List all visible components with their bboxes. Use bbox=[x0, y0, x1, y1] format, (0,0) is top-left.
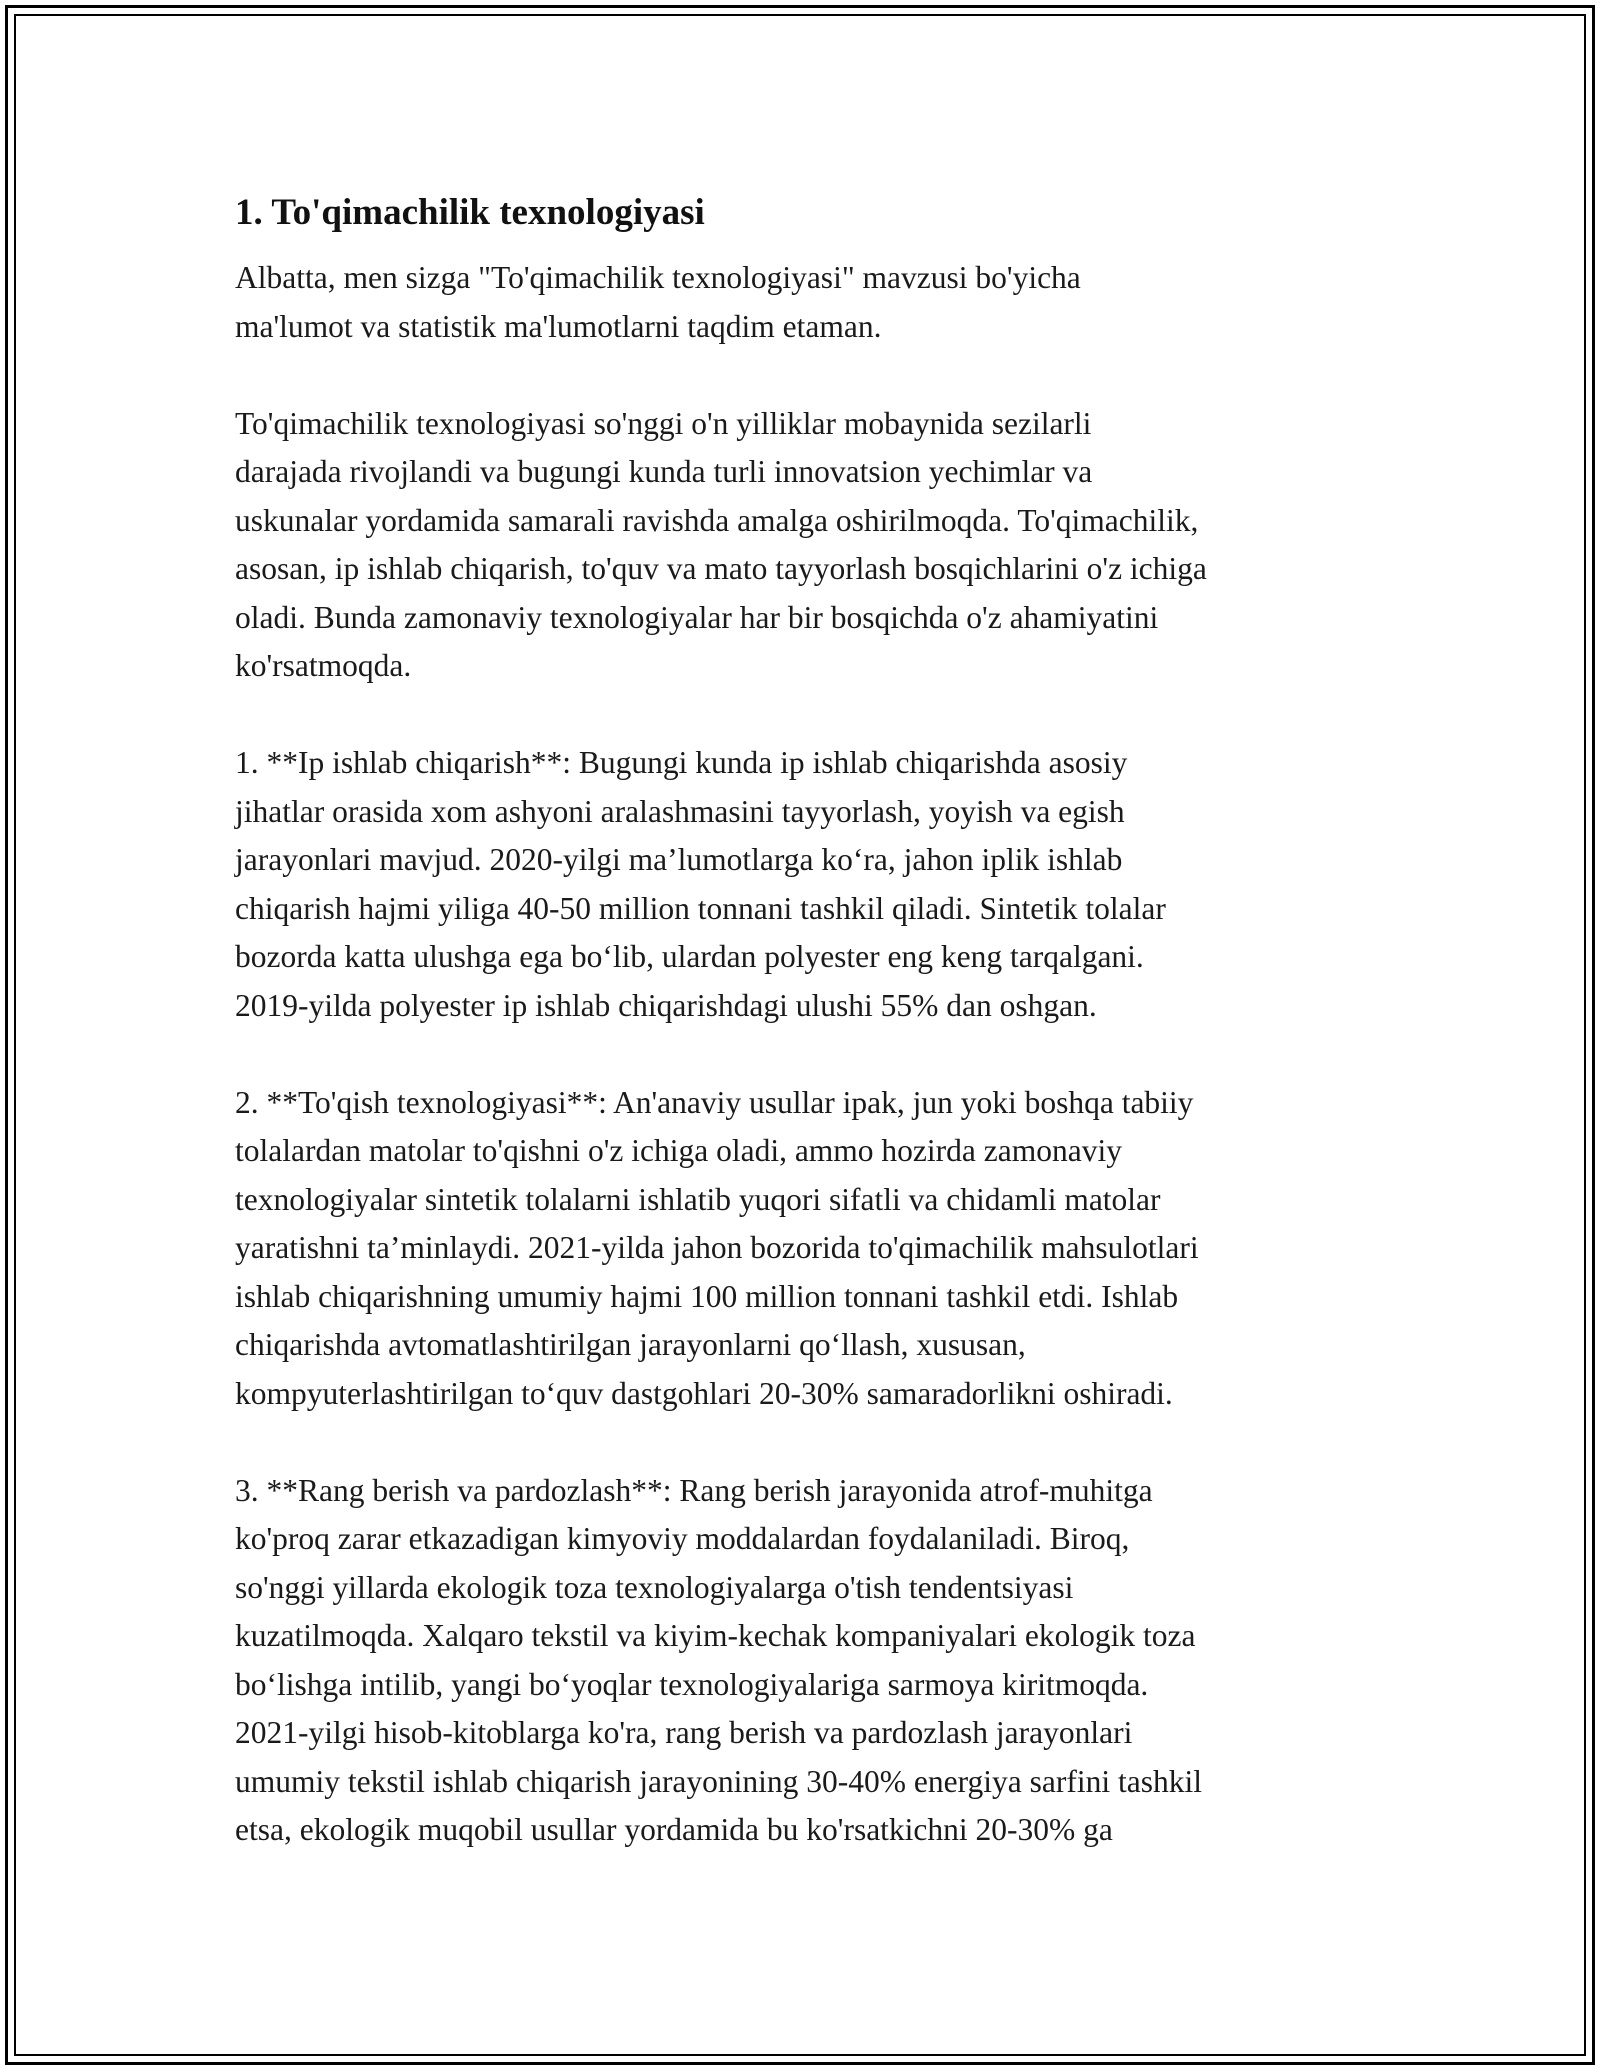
text-line: darajada rivojlandi va bugungi kunda turli innovatsion yechimlar va bbox=[235, 454, 1093, 489]
text-line: 1. **Ip ishlab chiqarish**: Bugungi kunda ip ishlab chiqarishda asosiy bbox=[235, 745, 1128, 780]
text-line: umumiy tekstil ishlab chiqarish jarayonining 30-40% energiya sarfini tashkil bbox=[235, 1763, 1202, 1799]
text-line: 2021-yilgi hisob-kitoblarga ko'ra, rang berish va pardozlash jarayonlari bbox=[235, 1715, 1133, 1750]
paragraph bbox=[235, 254, 1375, 351]
text-line: etsa, ekologik muqobil usullar yordamida bu ko'rsatkichni 20-30% ga bbox=[235, 1812, 1113, 1847]
text-line: ko'proq zarar etkazadigan kimyoviy moddalardan foydalaniladi. Biroq, bbox=[235, 1521, 1130, 1556]
text-line: chiqarishda avtomatlashtirilgan jarayonlarni qo‘llash, xususan, bbox=[235, 1327, 1026, 1362]
text-line: 3. **Rang berish va pardozlash**: Rang berish jarayonida atrof-muhitga bbox=[235, 1472, 1153, 1508]
text-line: kompyuterlashtirilgan to‘quv dastgohlari 20-30% samaradorlikni oshiradi. bbox=[235, 1375, 1173, 1411]
text-line: To'qimachilik texnologiyasi so'nggi o'n yilliklar mobaynida sezilarli bbox=[235, 405, 1092, 441]
text-line: ishlab chiqarishning umumiy hajmi 100 million tonnani tashkil etdi. Ishlab bbox=[235, 1278, 1179, 1314]
text-line: ko'rsatmoqda. bbox=[235, 648, 412, 683]
paragraph bbox=[235, 1467, 1375, 1855]
text-line: jihatlar orasida xom ashyoni aralashmasini tayyorlash, yoyish va egish bbox=[235, 793, 1125, 829]
text-line: uskunalar yordamida samarali ravishda amalga oshirilmoqda. To'qimachilik, bbox=[235, 502, 1199, 538]
text-line: 2019-yilda polyester ip ishlab chiqarishdagi ulushi 55% dan oshgan. bbox=[235, 987, 1097, 1023]
text-line: jarayonlari mavjud. 2020-yilgi ma’lumotlarga ko‘ra, jahon iplik ishlab bbox=[235, 842, 1123, 877]
text-line: tolalardan matolar to'qishni o'z ichiga oladi, ammo hozirda zamonaviy bbox=[235, 1133, 1122, 1168]
paragraph bbox=[235, 400, 1375, 691]
text-line: ma'lumot va statistik ma'lumotlarni taqdim etaman. bbox=[235, 308, 882, 344]
text-line: bo‘lishga intilib, yangi bo‘yoqlar texnologiyalariga sarmoya kiritmoqda. bbox=[235, 1666, 1149, 1702]
text-line: chiqarish hajmi yiliga 40-50 million tonnani tashkil qiladi. Sintetik tolalar bbox=[235, 890, 1166, 926]
text-line: bozorda katta ulushga ega bo‘lib, ulardan polyester eng keng tarqalgani. bbox=[235, 939, 1144, 974]
text-line: 2. **To'qish texnologiyasi**: An'anaviy usullar ipak, jun yoki boshqa tabiiy bbox=[235, 1084, 1194, 1120]
document-body bbox=[235, 190, 1375, 1903]
paragraph bbox=[235, 1079, 1375, 1419]
text-line: kuzatilmoqda. Xalqaro tekstil va kiyim-kechak kompaniyalari ekologik toza bbox=[235, 1618, 1196, 1653]
page-title: 1. To'qimachilik texnologiyasi bbox=[235, 192, 705, 233]
text-line: asosan, ip ishlab chiqarish, to'quv va mato tayyorlash bosqichlarini o'z ichiga bbox=[235, 551, 1207, 586]
paragraph bbox=[235, 739, 1375, 1030]
text-line: Albatta, men sizga "To'qimachilik texnologiyasi" mavzusi bo'yicha bbox=[235, 260, 1081, 295]
text-line: oladi. Bunda zamonaviy texnologiyalar har bir bosqichda o'z ahamiyatini bbox=[235, 599, 1159, 635]
text-line: texnologiyalar sintetik tolalarni ishlatib yuqori sifatli va chidamli matolar bbox=[235, 1181, 1161, 1217]
paragraph-list bbox=[235, 254, 1375, 1855]
text-line: yaratishni ta’minlaydi. 2021-yilda jahon bozorida to'qimachilik mahsulotlari bbox=[235, 1230, 1199, 1265]
text-line: so'nggi yillarda ekologik toza texnologiyalarga o'tish tendentsiyasi bbox=[235, 1569, 1074, 1605]
